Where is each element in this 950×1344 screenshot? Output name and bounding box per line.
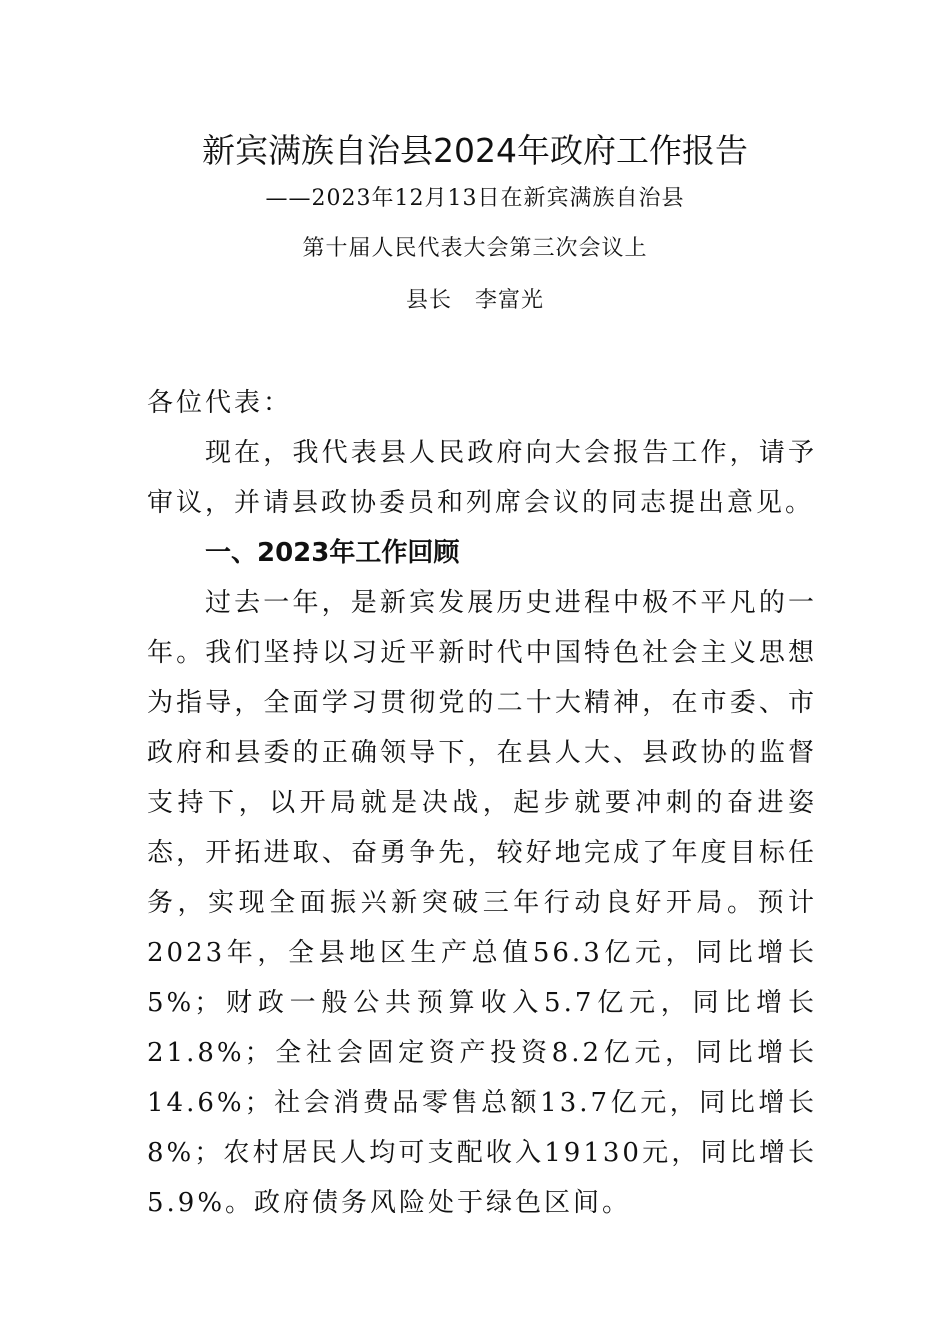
subtitle-meeting-line: 第十届人民代表大会第三次会议上	[302, 236, 648, 261]
review-paragraph: 过去一年，是新宾发展历史进程中极不平凡的一年。我们坚持以习近平新时代中国特色社会主义思想为指导，全面学习贯彻党的二十大精神，在市委、市政府和县委的正确领导下，在县人大、县政协的监督支持下，以开局就是决战，起步就要冲刺的奋进姿态，开拓进取、奋勇争先，较好地完成了年度目标任务，实现全面振兴新突破三年行动良好开局。预计2023年，全县地区生产总值56.3亿元，同比增长5%；财政一般公共预算收入5.7亿元，同比增长21.8%；全社会固定资产投资8.2亿元，同比增长14.6%；社会消费品零售总额13.7亿元，同比增长8%；农村居民人均可支配收入19130元，同比增长5.9%。政府债务风险处于绿色区间。	[147, 588, 817, 1218]
section-heading: 一、2023年工作回顾	[205, 538, 460, 568]
greeting: 各位代表：	[147, 388, 293, 418]
intro-paragraph: 现在，我代表县人民政府向大会报告工作，请予审议，并请县政协委员和列席会议的同志提出意见。	[147, 438, 817, 518]
speaker-line: 县长 李富光	[405, 288, 544, 313]
document-title: 新宾满族自治县2024年政府工作报告	[202, 131, 748, 170]
subtitle-date-line: ——2023年12月13日在新宾满族自治县	[265, 186, 685, 211]
